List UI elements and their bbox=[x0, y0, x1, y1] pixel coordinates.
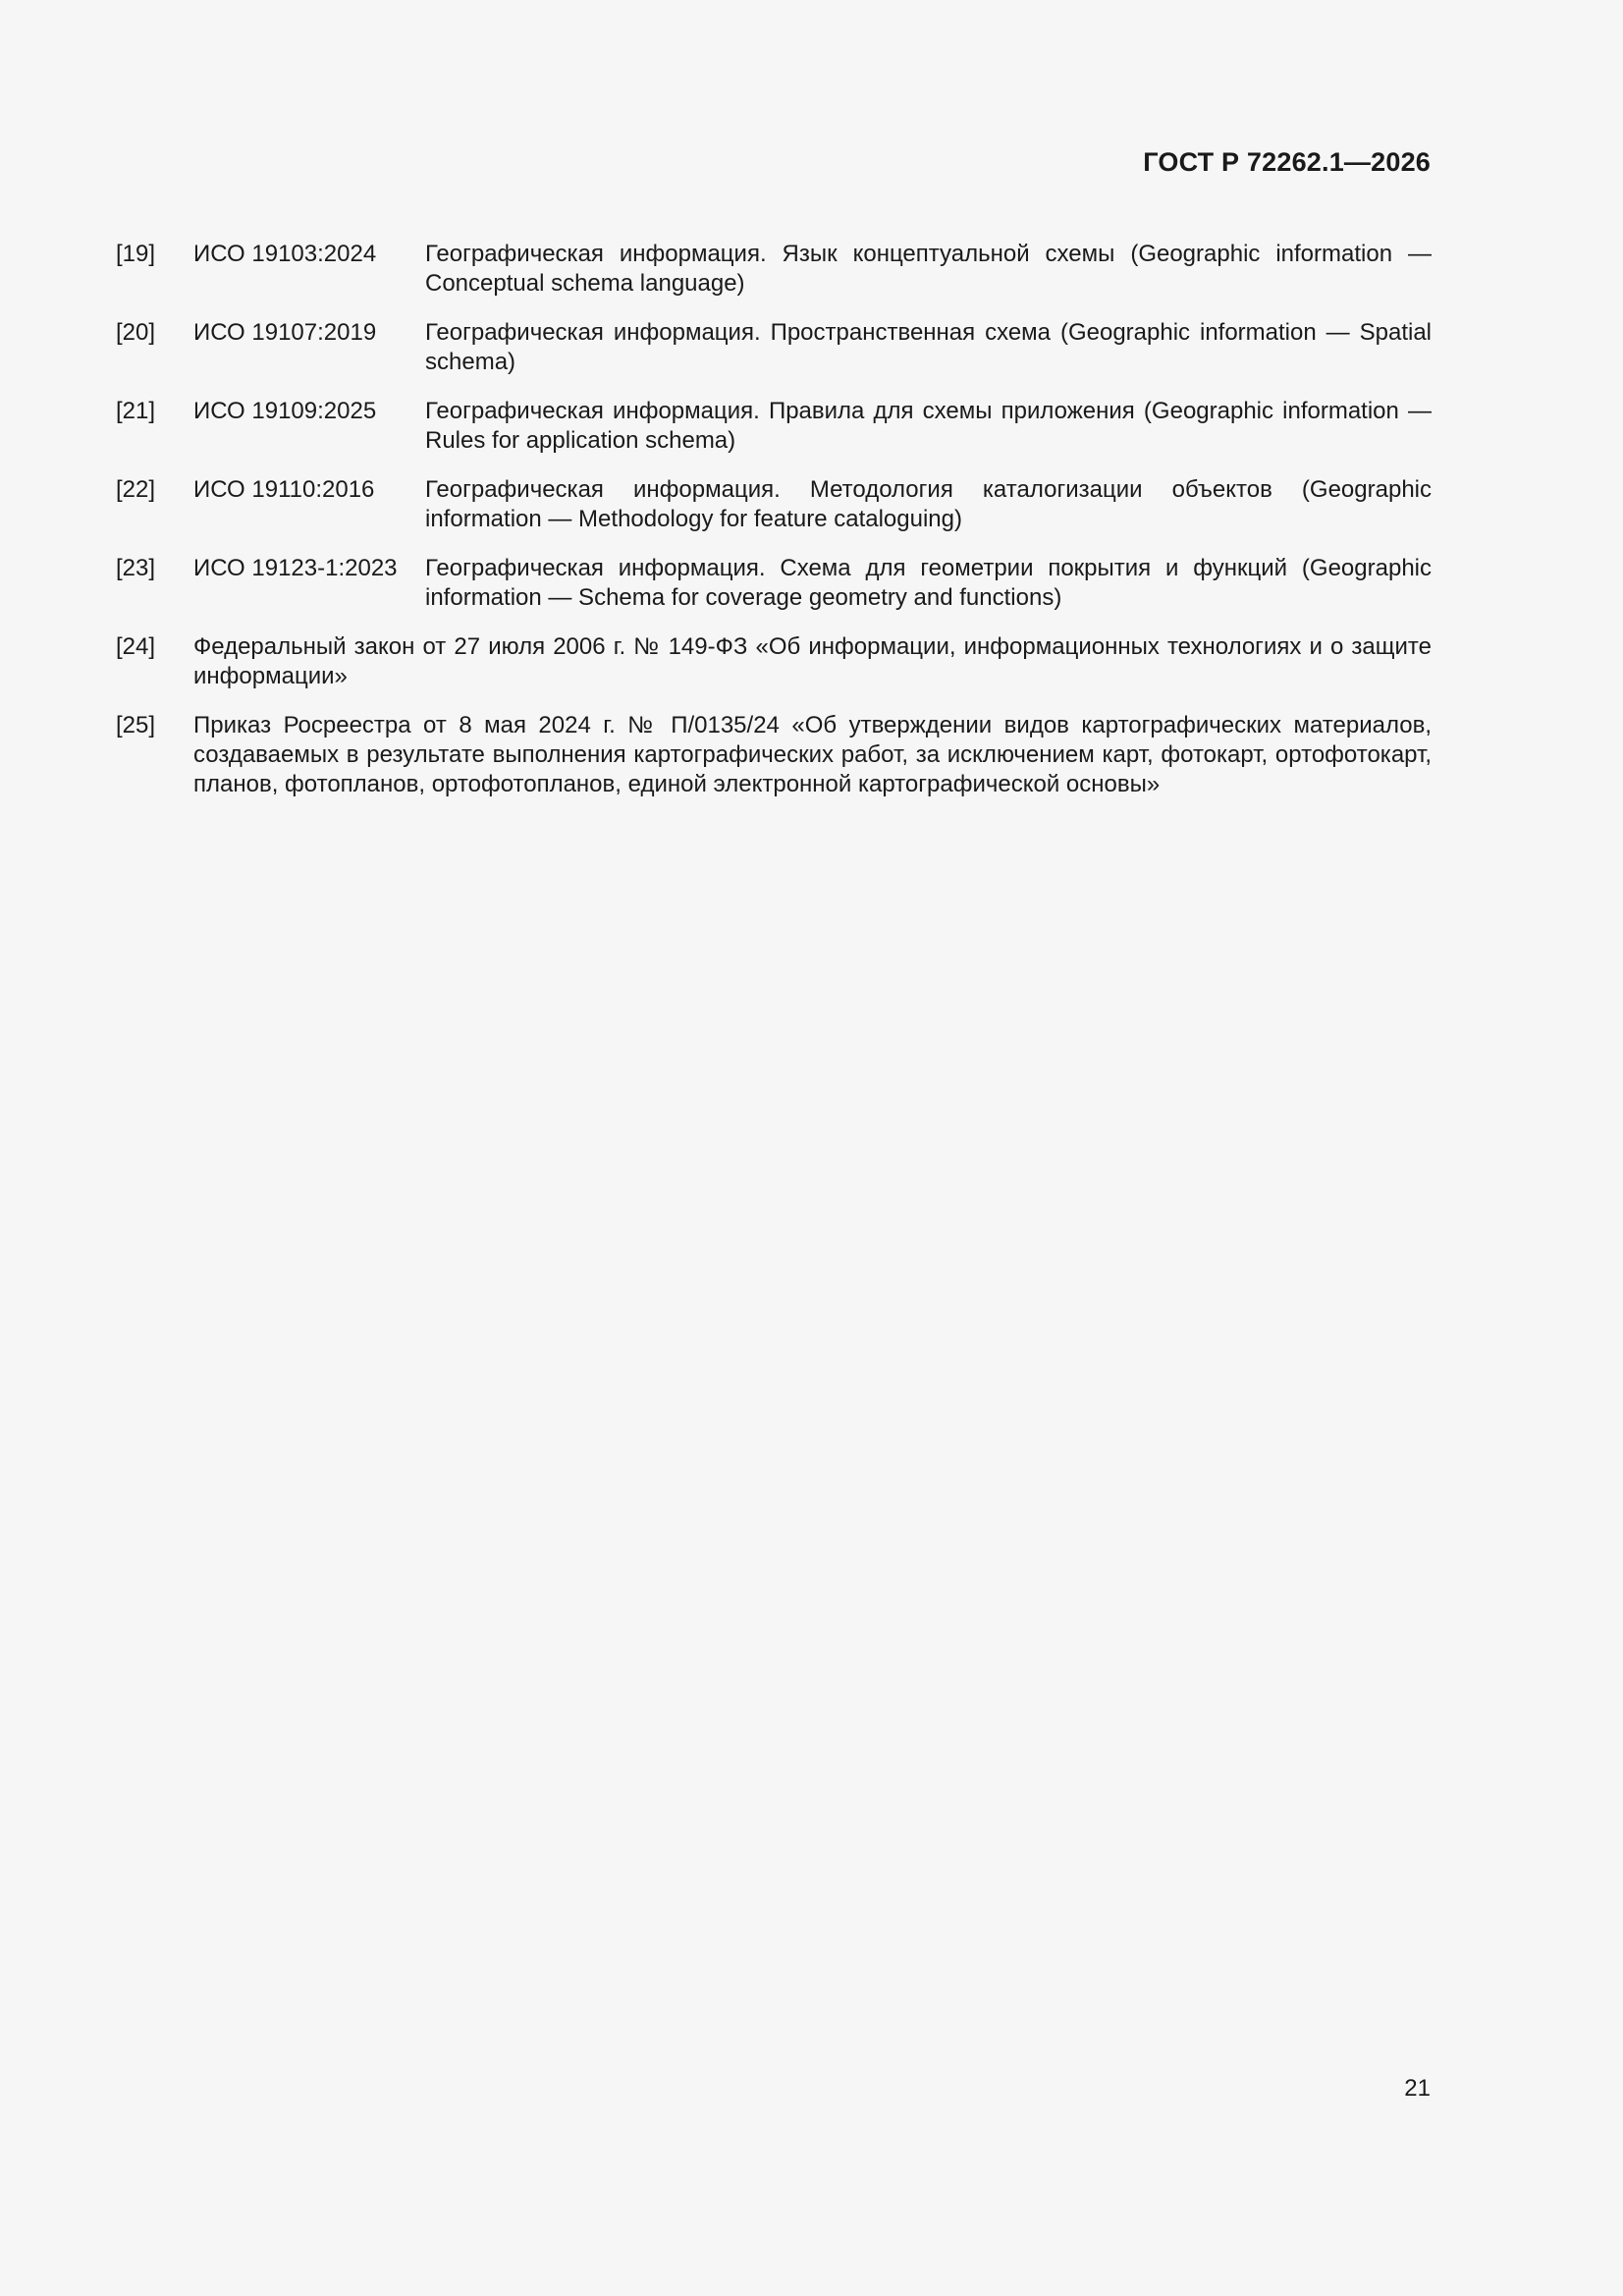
entry-number: [20] bbox=[116, 319, 156, 346]
bibliography-entry bbox=[116, 711, 1432, 799]
bibliography-entry bbox=[116, 240, 1432, 299]
bibliography-list bbox=[116, 240, 1432, 819]
entry-number: [22] bbox=[116, 476, 156, 503]
entry-standard-code: ИСО 19103:2024 bbox=[193, 241, 377, 267]
entry-number: [21] bbox=[116, 398, 156, 424]
entry-title: Географическая информация. Язык концептуальной схемы (Geographic information — Conceptual schema language) bbox=[425, 241, 1432, 297]
entry-number: [23] bbox=[116, 555, 156, 581]
entry-number: [19] bbox=[116, 241, 156, 267]
entry-title: Федеральный закон от 27 июля 2006 г. № 149-ФЗ «Об информации, информационных технологиях и о защите информации» bbox=[193, 633, 1432, 689]
bibliography-entry bbox=[116, 632, 1432, 691]
entry-standard-code: ИСО 19109:2025 bbox=[193, 398, 377, 424]
entry-number: [24] bbox=[116, 633, 156, 660]
entry-number: [25] bbox=[116, 712, 156, 738]
entry-title: Географическая информация. Схема для геометрии покрытия и функций (Geographic information — Schema for coverage geometry and functions) bbox=[425, 555, 1432, 611]
bibliography-entry bbox=[116, 318, 1432, 377]
entry-standard-code: ИСО 19123-1:2023 bbox=[193, 555, 398, 581]
entry-title: Приказ Росреестра от 8 мая 2024 г. № П/0135/24 «Об утверждении видов картографических материалов, создаваемых в результате выполнения картографических работ, за исключением карт, фотокарт, ортофотокарт, планов, фотопланов, ортофотопланов, единой электронной картографической основы» bbox=[193, 712, 1432, 797]
entry-title: Географическая информация. Методология каталогизации объектов (Geographic information — Methodology for feature cataloguing) bbox=[425, 476, 1432, 532]
bibliography-entry bbox=[116, 475, 1432, 534]
entry-standard-code: ИСО 19107:2019 bbox=[193, 319, 377, 346]
entry-standard-code: ИСО 19110:2016 bbox=[193, 476, 375, 503]
entry-title: Географическая информация. Правила для схемы приложения (Geographic information — Rules for application schema) bbox=[425, 398, 1432, 454]
document-code-header: ГОСТ Р 72262.1—2026 bbox=[1143, 147, 1431, 177]
page-number: 21 bbox=[1404, 2075, 1431, 2102]
bibliography-entry bbox=[116, 554, 1432, 613]
bibliography-entry bbox=[116, 397, 1432, 456]
entry-title: Географическая информация. Пространственная схема (Geographic information — Spatial schema) bbox=[425, 319, 1432, 375]
